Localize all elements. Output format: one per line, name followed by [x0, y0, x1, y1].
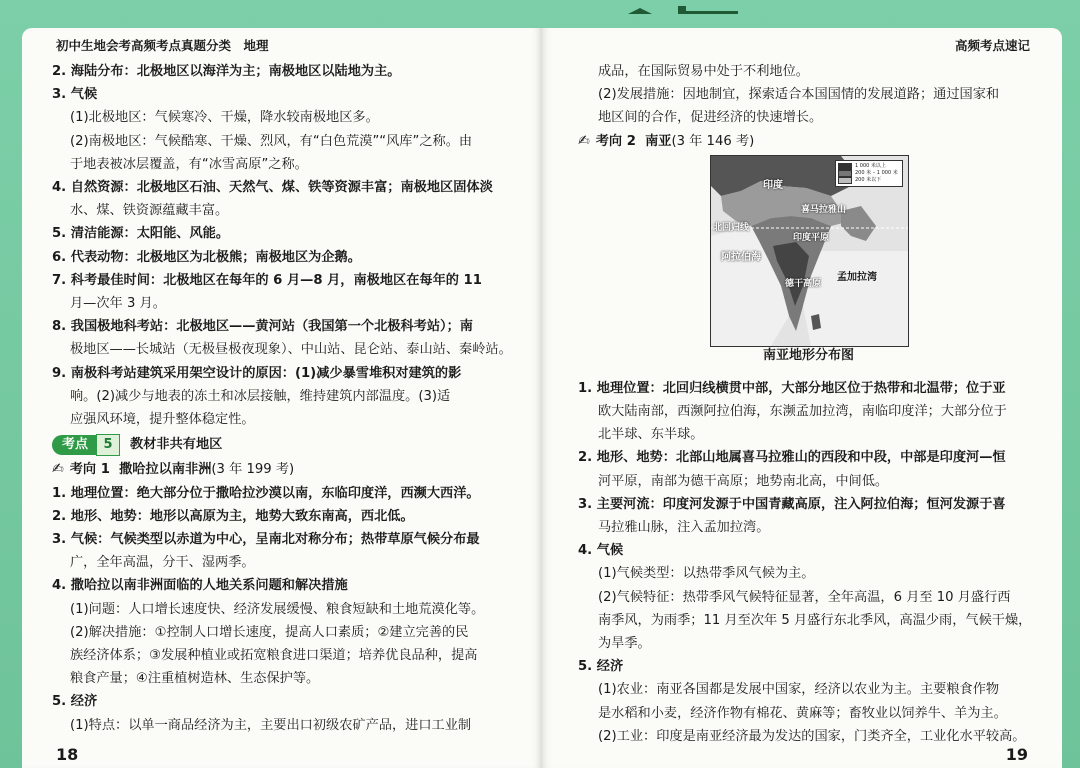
legend-swatch	[838, 170, 852, 177]
pen-icon: ✍	[52, 461, 64, 478]
south-asia-map	[710, 155, 909, 347]
text-line: 5. 清洁能源：太阳能、风能。	[52, 226, 230, 242]
kaoxiang-1-heading	[52, 458, 524, 481]
text-line: 1. 地理位置：绝大部分位于撒哈拉沙漠以南，东临印度洋，西濒大西洋。	[52, 485, 480, 501]
kaodian-title: 教材非共有地区	[130, 437, 223, 453]
text-line: 4. 气候	[578, 543, 624, 559]
text-line: 水、煤、铁资源蕴藏丰富。	[70, 203, 229, 219]
text-line: 8. 我国极地科考站：北极地区——黄河站（我国第一个北极科考站）；南	[52, 319, 473, 335]
legend-label: 200 米 – 1 000 米	[855, 170, 898, 176]
text-line: (2)发展措施：因地制宜，探索适合本国国情的发展道路；通过国家和	[598, 87, 1000, 103]
text-line: 1. 地理位置：北回归线横贯中部，大部分地区位于热带和北温带；位于亚	[578, 380, 1006, 396]
text-line: (1)气候类型：以热带季风气候为主。	[598, 566, 815, 582]
text-line: (2)南极地区：气候酷寒、干燥、烈风，有“白色荒漠”“风库”之称。由	[70, 133, 473, 149]
pen-icon: ✍	[578, 132, 590, 149]
text-line: 极地区——长城站（无极昼极夜现象）、中山站、昆仑站、泰山站、秦岭站。	[70, 342, 512, 358]
text-line: 2. 地形、地势：地形以高原为主，地势大致东南高，西北低。	[52, 508, 414, 524]
legend-swatch	[838, 177, 852, 184]
left-page-content	[52, 60, 524, 737]
kaoxiang-title: 撒哈拉以南非洲	[119, 462, 212, 478]
text-line: 广，全年高温，分干、湿两季。	[70, 555, 255, 571]
map-label-india: 印度	[763, 180, 783, 191]
left-page-header: 初中生地会考高频考点真题分类 地理	[56, 38, 269, 53]
text-line: 欧大陆南部，西濒阿拉伯海，东濒孟加拉湾，南临印度洋；大部分位于	[598, 404, 1007, 420]
text-line: (2)工业：印度是南亚经济最为发达的国家，门类齐全，工业化水平较高。	[598, 728, 1026, 744]
top-shape	[628, 6, 738, 14]
text-line: 地区间的合作，促进经济的快速增长。	[598, 110, 823, 126]
kaoxiang-label: 考向 1	[69, 462, 110, 478]
text-line: 应强风环境，提升整体稳定性。	[70, 412, 255, 428]
text-line: 是水稻和小麦，经济作物有棉花、黄麻等；畜牧业以饲养牛、羊为主。	[598, 705, 1007, 721]
text-line: 2. 地形、地势：北部山地属喜马拉雅山的西段和中段，中部是印度河—恒	[578, 450, 1006, 466]
text-line: 9. 南极科考站建筑采用架空设计的原因：(1)减少暴雪堆积对建筑的影	[52, 365, 462, 381]
legend-row	[838, 170, 900, 177]
text-line: 5. 经济	[52, 694, 98, 710]
map-label-deccan: 德干高原	[785, 279, 822, 289]
text-line: 3. 气候：气候类型以赤道为中心，呈南北对称分布；热带草原气候分布最	[52, 532, 480, 548]
kaoxiang-sub: (3 年 199 考)	[211, 462, 295, 478]
legend-label: 200 米以下	[855, 177, 882, 183]
text-line: 南季风，为雨季；11 月至次年 5 月盛行东北季风，高温少雨，气候干燥，	[598, 612, 1032, 628]
kaoxiang-title: 南亚	[645, 133, 672, 149]
right-page-header: 高频考点速记	[954, 38, 1030, 53]
text-line: (2)气候特征：热带季风气候特征显著，全年高温，6 月至 10 月盛行西	[598, 589, 1011, 605]
map-caption: 南亚地形分布图	[762, 348, 854, 363]
text-line: 为旱季。	[598, 636, 651, 652]
text-line: 5. 经济	[578, 659, 624, 675]
text-line: 3. 主要河流：印度河发源于中国青藏高原，注入阿拉伯海；恒河发源于喜	[578, 496, 1006, 512]
map-label-plain: 印度平原	[793, 233, 830, 243]
text-line: 月—次年 3 月。	[70, 296, 166, 312]
map-label-arabian-sea: 阿拉伯海	[721, 252, 761, 263]
text-line: (1)农业：南亚各国都是发展中国家，经济以农业为主。主要粮食作物	[598, 682, 1000, 698]
text-line: 2. 海陆分布：北极地区以海洋为主；南极地区以陆地为主。	[52, 64, 401, 79]
text-line: 3. 气候	[52, 87, 98, 103]
kaoxiang-sub: (3 年 146 考)	[671, 133, 755, 149]
text-line: 4. 撒哈拉以南非洲面临的人地关系问题和解决措施	[52, 578, 348, 594]
map-label-himalaya: 喜马拉雅山	[801, 205, 847, 215]
text-line: 马拉雅山脉，注入孟加拉湾。	[598, 520, 770, 536]
kaoxiang-2-heading	[578, 130, 1040, 153]
left-page-number: 18	[56, 745, 79, 764]
text-line: 成品，在国际贸易中处于不利地位。	[598, 64, 809, 79]
text-line: (1)问题：人口增长速度快、经济发展缓慢、粮食短缺和土地荒漠化等。	[70, 601, 485, 617]
legend-row	[838, 163, 900, 170]
text-line: 族经济体系；③发展种植业或拓宽粮食进口渠道；培养优良品种，提高	[70, 648, 478, 664]
text-line: 粮食产量；④注重植树造林、生态保护等。	[70, 671, 320, 687]
text-line: (2)解决措施：①控制人口增长速度，提高人口素质；②建立完善的民	[70, 624, 469, 640]
right-page	[542, 28, 1062, 768]
legend-row	[838, 177, 900, 184]
kaodian-badge: 考点	[52, 435, 96, 455]
text-line: 7. 科考最佳时间：北极地区在每年的 6 月—8 月，南极地区在每年的 11	[52, 272, 482, 288]
right-page-number: 19	[1005, 745, 1028, 764]
text-line: 河平原，南部为德干高原；地势南北高，中间低。	[598, 473, 889, 489]
legend-label: 1 000 米以上	[855, 163, 886, 169]
left-page	[22, 28, 542, 768]
text-line: 4. 自然资源：北极地区石油、天然气、煤、铁等资源丰富；南极地区固体淡	[52, 180, 493, 196]
kaodian-number: 5	[96, 434, 120, 456]
map-label-tropic: 北回归线	[713, 223, 750, 233]
text-line: 6. 代表动物：北极地区为北极熊；南极地区为企鹅。	[52, 249, 361, 265]
text-line: (1)北极地区：气候寒冷、干燥，降水较南极地区多。	[70, 110, 379, 126]
text-line: 响。(2)减少与地表的冻土和冰层接触，维持建筑内部温度。(3)适	[70, 388, 451, 404]
legend-swatch	[838, 163, 852, 170]
map-label-bay-of-bengal: 孟加拉湾	[837, 272, 877, 283]
text-line: 北半球、东半球。	[598, 427, 704, 443]
kaoxiang-label: 考向 2	[595, 133, 636, 149]
text-line: 于地表被冰层覆盖，有“冰雪高原”之称。	[70, 156, 308, 172]
text-line: (1)特点：以单一商品经济为主，主要出口初级农矿产品，进口工业制	[70, 717, 472, 733]
kaodian-heading	[52, 433, 524, 456]
map-legend	[835, 160, 903, 187]
